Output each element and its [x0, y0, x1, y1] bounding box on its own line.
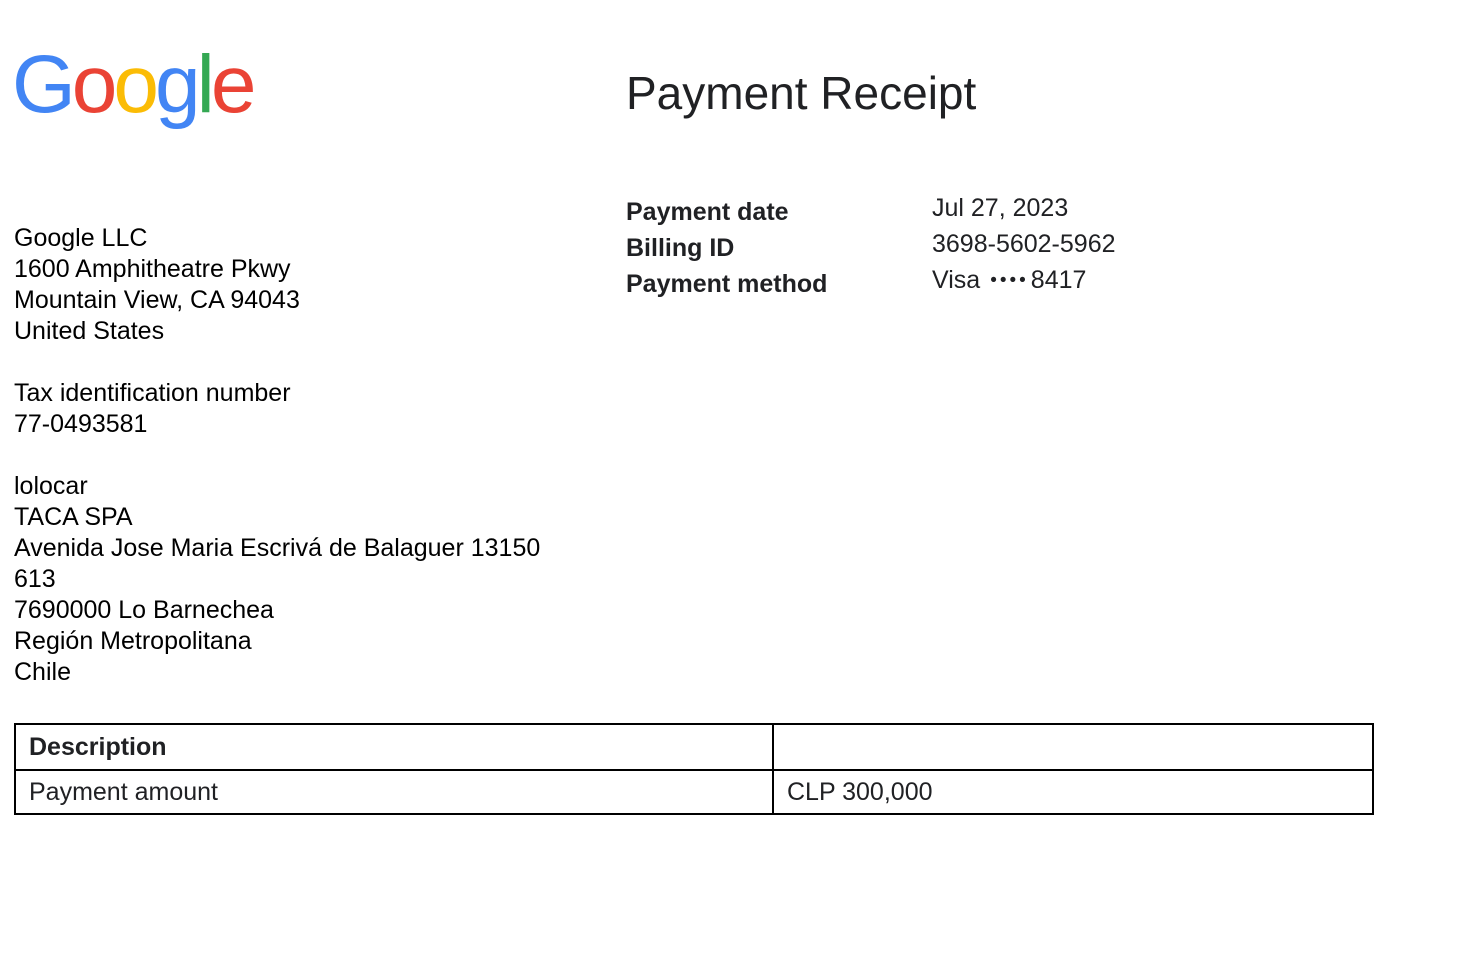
payment-date-row — [626, 192, 1116, 228]
customer-company: TACA SPA — [14, 503, 133, 531]
logo-letter: G — [12, 39, 72, 130]
google-logo — [12, 39, 253, 130]
row-description: Payment amount — [15, 770, 773, 814]
card-last4: 8417 — [1030, 266, 1087, 294]
payment-method-row — [626, 264, 1116, 303]
card-mask: •••• — [990, 270, 1029, 291]
issuer-name: Google LLC — [14, 224, 148, 252]
logo-letter: g — [155, 39, 197, 130]
tax-id — [14, 378, 540, 440]
tax-id-label: Tax identification number — [14, 379, 291, 407]
issuer-city: Mountain View, CA 94043 — [14, 286, 300, 314]
billing-id-value: 3698-5602-5962 — [932, 230, 1116, 258]
page-title: Payment Receipt — [626, 67, 977, 119]
table-header-row — [15, 724, 1373, 770]
payment-details — [626, 192, 1116, 303]
address-section — [14, 223, 540, 719]
receipt-table — [14, 723, 1374, 815]
logo-letter: e — [210, 39, 253, 130]
payment-method-label: Payment method — [626, 270, 828, 298]
payment-date-label: Payment date — [626, 198, 789, 226]
table-row — [15, 770, 1373, 814]
amount-header — [773, 724, 1373, 770]
logo-letter: o — [113, 39, 156, 130]
issuer-street: 1600 Amphitheatre Pkwy — [14, 255, 291, 283]
customer-region: Región Metropolitana — [14, 627, 252, 655]
customer-postal-city: 7690000 Lo Barnechea — [14, 596, 274, 624]
logo-letter: o — [71, 39, 114, 130]
customer-account-name: lolocar — [14, 472, 88, 500]
billing-id-label: Billing ID — [626, 234, 735, 262]
customer-country: Chile — [14, 658, 71, 686]
customer-street: Avenida Jose Maria Escrivá de Balaguer 13150 — [14, 534, 541, 562]
issuer-country: United States — [14, 317, 165, 345]
issuer-address — [14, 223, 540, 347]
billing-id-row — [626, 228, 1116, 264]
payment-date-value: Jul 27, 2023 — [932, 194, 1069, 222]
logo-letter: l — [196, 39, 211, 130]
customer-address — [14, 471, 540, 688]
customer-unit: 613 — [14, 565, 56, 593]
row-amount: CLP 300,000 — [773, 770, 1373, 814]
payment-method-value — [932, 262, 1086, 301]
tax-id-value: 77-0493581 — [14, 410, 148, 438]
description-header: Description — [15, 724, 773, 770]
card-brand: Visa — [932, 266, 981, 294]
